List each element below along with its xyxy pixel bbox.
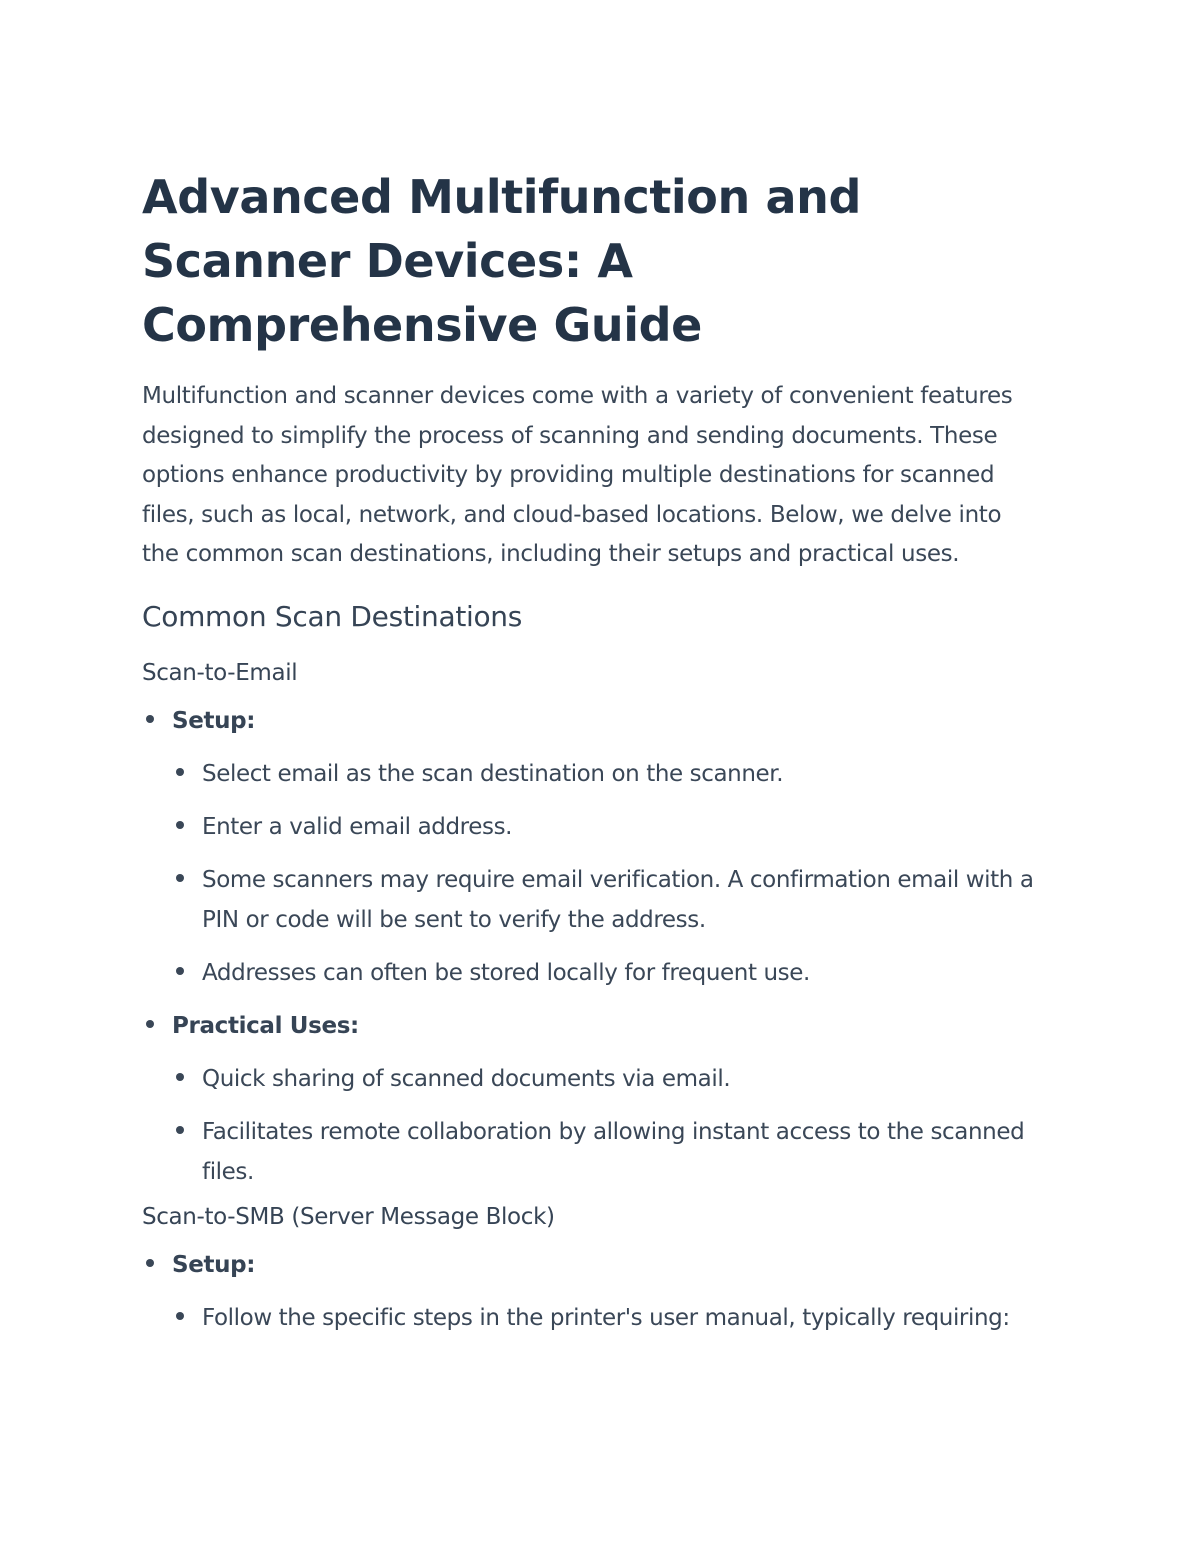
list-item-text: Enter a valid email address. [202, 813, 513, 840]
list-item [172, 1298, 1042, 1338]
document-title: Advanced Multifunction and Scanner Devices: A Comprehensive Guide [142, 170, 861, 352]
list-item-text: Select email as the scan destination on the scanner. [202, 760, 784, 787]
bullet-icon [176, 821, 184, 829]
subheading-scan-to-email: Scan-to-Email [142, 659, 298, 686]
list-item [172, 754, 1042, 794]
list-item-text: Facilitates remote collaboration by allowing instant access to the scanned files. [202, 1118, 1025, 1185]
bullet-icon [176, 768, 184, 776]
list-item-text: Quick sharing of scanned documents via email. [202, 1065, 731, 1092]
bullet-icon [176, 874, 184, 882]
practical-uses-label: Practical Uses: [172, 1012, 359, 1039]
subheading-scan-to-smb: Scan-to-SMB (Server Message Block) [142, 1203, 555, 1230]
list-item-text: Follow the specific steps in the printer's user manual, typically requiring: [202, 1304, 1010, 1331]
list-item [172, 1059, 1042, 1099]
list-item [142, 1006, 1042, 1192]
bullet-icon [176, 967, 184, 975]
bullet-icon [146, 715, 154, 723]
scan-to-email-list [142, 701, 1042, 1192]
setup-label: Setup: [172, 707, 256, 734]
list-item [172, 953, 1042, 993]
list-item [172, 1112, 1042, 1192]
list-item [172, 807, 1042, 847]
email-setup-sublist [172, 754, 1042, 993]
section-heading-common-scan-destinations: Common Scan Destinations [142, 599, 523, 633]
bullet-icon [146, 1020, 154, 1028]
bullet-icon [176, 1312, 184, 1320]
list-item [142, 701, 1042, 993]
document-page [142, 165, 1042, 1351]
smb-setup-sublist [172, 1298, 1042, 1338]
scan-to-smb-list [142, 1245, 1042, 1338]
bullet-icon [146, 1259, 154, 1267]
list-item-text: Addresses can often be stored locally for frequent use. [202, 959, 810, 986]
list-item-text: Some scanners may require email verification. A confirmation email with a PIN or code will be sent to verify the address. [202, 866, 1034, 933]
intro-paragraph: Multifunction and scanner devices come with a variety of convenient features designed to simplify the process of scanning and sending documents. These options enhance productivity by providing multiple destinations for scanned files, such as local, network, and cloud-based locations. Below, we delve into the common scan destinations, including their setups and practical uses. [142, 383, 1013, 567]
bullet-icon [176, 1126, 184, 1134]
setup-label: Setup: [172, 1251, 256, 1278]
email-uses-sublist [172, 1059, 1042, 1192]
list-item [172, 860, 1042, 940]
list-item [142, 1245, 1042, 1338]
bullet-icon [176, 1073, 184, 1081]
